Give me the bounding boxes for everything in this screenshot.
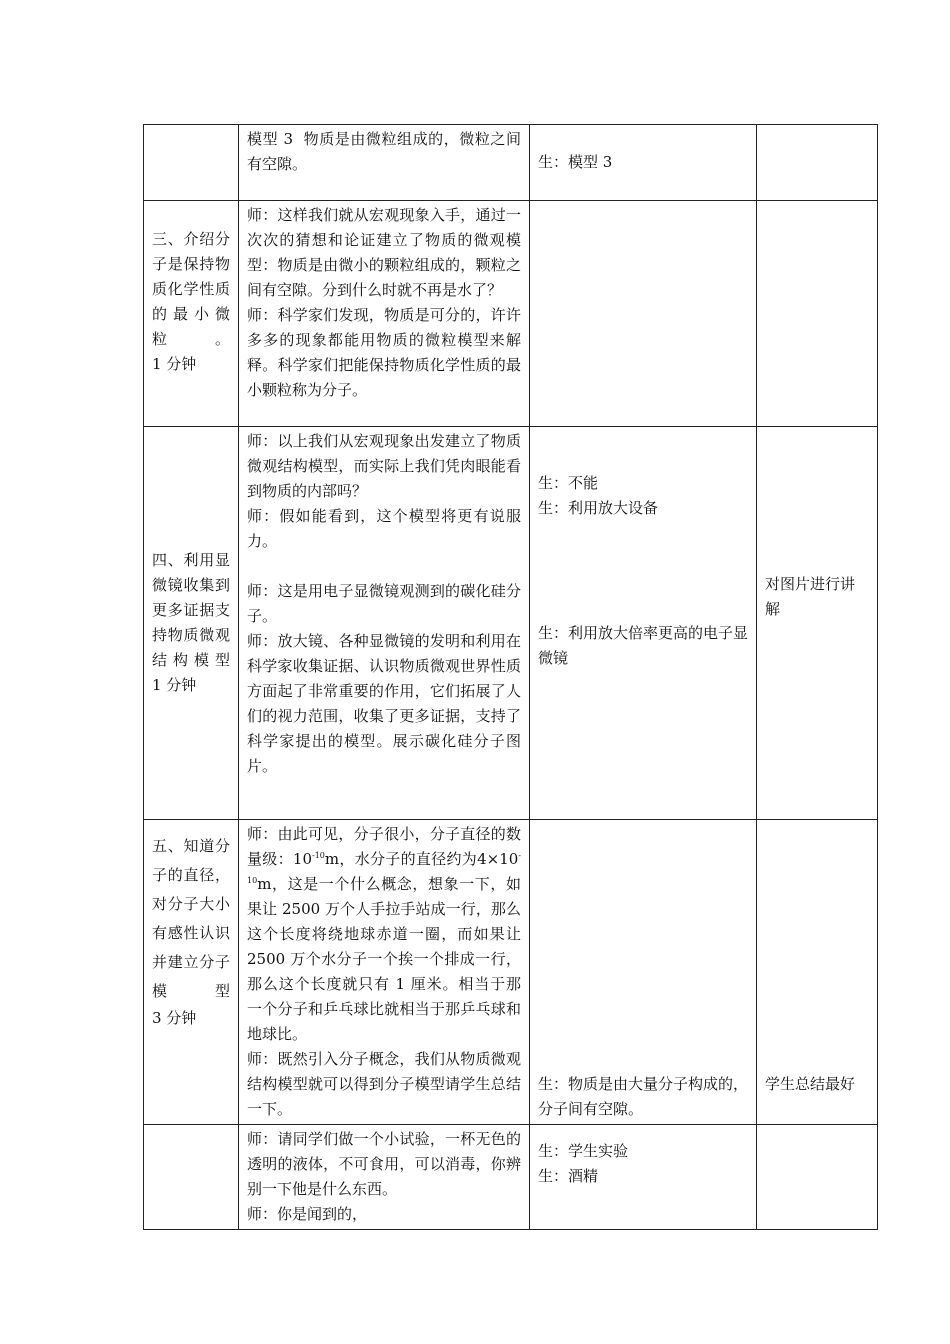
teacher-text: 师：以上我们从宏观现象出发建立了物质微观结构模型，而实际上我们凭肉眼能看到物质的内部吗？ [247, 432, 521, 500]
teacher-text: 师：假如能看到，这个模型将更有说服力。 [247, 507, 521, 550]
note-cell [757, 1125, 878, 1230]
student-cell [530, 427, 757, 820]
student-text: 生：学生实验 [538, 1142, 629, 1160]
student-text: 生：利用放大设备 [538, 499, 659, 517]
stage-title: 五、知道分子的直径，对分子大小有感性认识并建立分子模型 [152, 837, 230, 1000]
student-cell [530, 201, 757, 427]
teacher-text: 师：由此可见，分子很小，分子直径的数量级：$10^{-10}m$，水分子的直径约为$4\times 10^{-10}m$，这是一个什么概念，想象一下，如果让 2500 万个人手拉手站成一行，那么这个长度将绕地球赤道一圈，而如果让 2500 万个水分子一个挨一个排成一行，那么这个长度就只有 1 厘米。相当于那一个分子和乒乓球比就相当于那乒乓球和地球比。 [247, 825, 526, 1043]
stage-cell [144, 820, 239, 1125]
student-cell [530, 1125, 757, 1230]
table-row [144, 201, 878, 427]
note-cell [757, 201, 878, 427]
teacher-text: 师：放大镜、各种显微镜的发明和利用在科学家收集证据、认识物质微观世界性质方面起了非常重要的作用，它们拓展了人们的视力范围，收集了更多证据，支持了科学家提出的模型。展示碳化硅分子图片。 [247, 632, 521, 775]
note-cell [757, 427, 878, 820]
teacher-cell [239, 201, 530, 427]
teacher-text: 师：请同学们做一个小试验，一杯无色的透明的液体，不可食用，可以消毒，你辨别一下他是什么东西。 [247, 1130, 521, 1198]
note-text: 对图片进行讲解 [765, 575, 856, 618]
stage-duration: 1 分钟 [152, 676, 197, 694]
stage-title: 四、利用显微镜收集到更多证据支持物质微观结构模型 [152, 551, 230, 669]
stage-cell [144, 427, 239, 820]
note-cell [757, 820, 878, 1125]
student-text: 生：酒精 [538, 1167, 599, 1185]
table-row [144, 427, 878, 820]
stage-duration: 3 分钟 [152, 1009, 197, 1027]
stage-cell [144, 125, 239, 201]
student-text: 生：不能 [538, 474, 599, 492]
teacher-text: 师：你是闻到的， [247, 1205, 368, 1223]
teacher-cell [239, 427, 530, 820]
teacher-cell [239, 125, 530, 201]
student-text: 生：利用放大倍率更高的电子显微镜 [538, 624, 749, 667]
note-text: 学生总结最好 [765, 1075, 856, 1093]
teacher-cell [239, 820, 530, 1125]
stage-cell [144, 1125, 239, 1230]
student-text: 生：模型 3 [538, 153, 613, 171]
stage-cell [144, 201, 239, 427]
teacher-cell [239, 1125, 530, 1230]
student-text: 生：物质是由大量分子构成的，分子间有空隙。 [538, 1075, 749, 1118]
lesson-plan-table [143, 124, 878, 1230]
magnitude-exponent: -10 [312, 851, 325, 860]
table-row [144, 125, 878, 201]
stage-duration: 1 分钟 [152, 355, 197, 373]
teacher-text: 模型 3 物质是由微粒组成的，微粒之间有空隙。 [247, 130, 521, 173]
teacher-text: 师：科学家们发现，物质是可分的，许许多多的现象都能用物质的微粒模型来解释。科学家们把能保持物质化学性质的最小颗粒称为分子。 [247, 306, 521, 399]
student-cell [530, 820, 757, 1125]
note-cell [757, 125, 878, 201]
magnitude-value: 10 [292, 850, 312, 868]
diameter-exponent: -10 [247, 851, 521, 885]
teacher-text: 师：这是用电子显微镜观测到的碳化硅分子。 [247, 582, 521, 625]
table-row [144, 1125, 878, 1230]
teacher-text: 师：这样我们就从宏观现象入手，通过一次次的猜想和论证建立了物质的微观模型：物质是由微小的颗粒组成的，颗粒之间有空隙。分到什么时就不再是水了？ [247, 206, 521, 299]
diameter-value: 4×10 [477, 850, 519, 868]
stage-title: 三、介绍分子是保持物质化学性质的最小微粒。 [152, 230, 230, 348]
student-cell [530, 125, 757, 201]
teacher-text: 师：既然引入分子概念，我们从物质微观结构模型就可以得到分子模型请学生总结一下。 [247, 1050, 521, 1118]
table-row [144, 820, 878, 1125]
